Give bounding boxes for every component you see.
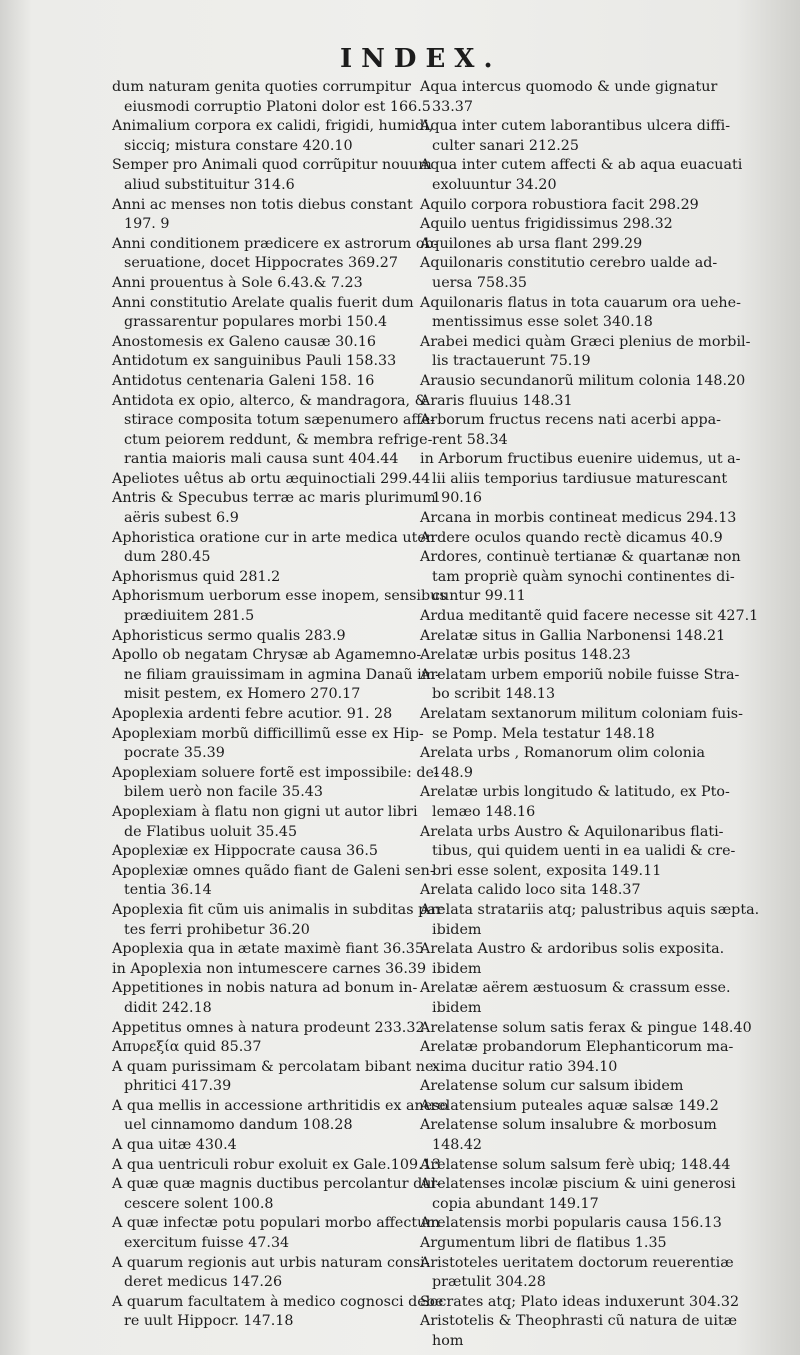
index-entry	[420, 1019, 774, 1039]
index-entry	[420, 78, 774, 117]
index-entry-line: seruatione, docet Hippocrates 369.27	[124, 255, 398, 272]
index-entry	[112, 764, 439, 803]
index-entry	[420, 117, 774, 156]
index-entry-line: Apeliotes uêtus ab ortu æquinoctiali 299.44	[112, 470, 431, 487]
index-entry-line: Appetitiones in nobis natura ad bonum in-	[112, 980, 418, 997]
index-entry	[420, 705, 774, 744]
index-entry	[112, 372, 414, 392]
index-entry	[112, 1254, 430, 1293]
index-entry	[112, 392, 435, 470]
index-entry-line: bo scribit 148.13	[432, 686, 556, 703]
index-entry-line: aëris subest 6.9	[124, 510, 239, 527]
index-entry	[420, 392, 774, 412]
index-entry-line: ibidem	[432, 921, 482, 938]
index-entry-line: Ardores, continuè tertianæ & quartanæ non	[420, 549, 741, 566]
index-entry-line: Apoplexiam à flatu non gigni ut autor libri	[112, 803, 418, 820]
index-entry-line: tentia 36.14	[124, 882, 212, 899]
index-entry-line: rent 58.34	[432, 431, 508, 448]
index-entry-line: prædiuitem 281.5	[124, 608, 255, 625]
index-entry-line: Arelata Austro & ardoribus solis exposita.	[420, 941, 725, 958]
index-entry	[420, 940, 774, 979]
index-entry-line: Arelata stratariis atq; palustribus aquis sæpta.	[420, 901, 760, 918]
index-entry	[112, 587, 447, 626]
index-entry-line: Arelatense solum satis ferax & pingue 148.40	[420, 1019, 752, 1036]
index-entry	[112, 156, 432, 195]
index-entry	[112, 352, 414, 372]
index-entry-line: Aphoristicus sermo qualis 283.9	[112, 627, 346, 644]
index-entry-line: Arelata calido loco sita 148.37	[420, 882, 641, 899]
index-entry	[420, 1312, 774, 1351]
index-entry	[420, 196, 774, 216]
index-entry-line: Arelata urbs Austro & Aquilonaribus flati-	[420, 823, 724, 840]
index-entry	[420, 411, 774, 450]
index-entry-line: 148.9	[432, 764, 473, 781]
index-entry	[112, 568, 414, 588]
index-entry-line: cuntur 99.11	[432, 588, 526, 605]
index-entry-line: misit pestem, ex Homero 270.17	[124, 686, 361, 703]
index-entry	[112, 1136, 414, 1156]
index-entry	[112, 842, 414, 862]
index-entry-line: 148.42	[432, 1137, 483, 1154]
index-entry-line: eiusmodi corruptio Platoni dolor est 166.5	[124, 98, 431, 115]
index-entry-line: Arelatensium puteales aquæ salsæ 149.2	[420, 1097, 719, 1114]
index-entry-line: Arcana in morbis contineat medicus 294.13	[420, 510, 737, 527]
index-entry	[112, 1019, 425, 1039]
index-entry-line: se Pomp. Mela testatur 148.18	[432, 725, 655, 742]
index-entry	[420, 372, 774, 392]
index-entry-line: Apollo ob negatam Chrysæ ab Agamemno-	[112, 647, 422, 664]
index-entry	[420, 1214, 774, 1234]
index-entry-line: prætulit 304.28	[432, 1274, 546, 1291]
index-entry-line: tam propriè quàm synochi continentes di-	[432, 568, 735, 585]
index-entry-line: A quam purissimam & percolatam bibant ne-	[112, 1058, 439, 1075]
index-entry-line: A quæ infectæ potu populari morbo affectum	[112, 1215, 440, 1232]
index-entry-line: Antidotus centenaria Galeni 158. 16	[112, 372, 375, 389]
index-entry-line: Arelatensis morbi popularis causa 156.13	[420, 1215, 722, 1232]
index-entry	[112, 529, 435, 568]
index-entry-line: Aristotelis & Theophrasti cũ natura de uitæ	[420, 1313, 738, 1330]
index-entry-line: Aphorismus quid 281.2	[112, 568, 281, 585]
index-entry-line: Anni prouentus à Sole 6.43.& 7.23	[112, 274, 363, 291]
index-entry	[420, 901, 774, 940]
index-entry-line: Ardere oculos quando rectè dicamus 40.9	[420, 529, 723, 546]
index-entry-line: cescere solent 100.8	[124, 1195, 274, 1212]
index-entry-line: Arborum fructus recens nati acerbi appa-	[420, 412, 721, 429]
index-entry	[112, 1038, 414, 1058]
index-entry-line: Arausio secundanorũ militum colonia 148.20	[420, 372, 746, 389]
index-entry-line: A quæ quæ magnis ductibus percolantur dul-	[112, 1176, 441, 1193]
index-entry-line: Arabei medici quàm Græci plenius de morbil-	[420, 333, 751, 350]
index-entry	[420, 1293, 774, 1313]
index-entry	[420, 627, 774, 647]
index-entry-line: Απυρεξία quid 85.37	[112, 1039, 262, 1056]
index-entry-line: Arelatam sextanorum militum coloniam fuis-	[420, 706, 743, 722]
index-entry-line: aliud substituitur 314.6	[124, 176, 295, 193]
index-entry-line: Aquilonaris constitutio cerebro ualde ad-	[420, 255, 718, 272]
index-entry-line: deret medicus 147.26	[124, 1274, 283, 1291]
index-entry-line: tibus, qui quidem uenti in ea ualidi & cre-	[432, 843, 736, 860]
index-entry	[420, 1175, 774, 1214]
index-entry-line: 190.16	[432, 490, 483, 507]
index-entry	[420, 215, 774, 235]
index-entry	[112, 646, 441, 705]
index-entry	[112, 117, 434, 156]
index-entry-line: Arelatense solum insalubre & morbosum	[420, 1117, 717, 1134]
index-entry-line: exoluuntur 34.20	[432, 176, 557, 193]
index-entry-line: de Flatibus uoluit 35.45	[124, 823, 298, 840]
index-entry-line: xima ducitur ratio 394.10	[432, 1058, 618, 1075]
index-entry	[112, 803, 418, 842]
index-entry-line: sicciq; mistura constare 420.10	[124, 137, 353, 154]
index-entry	[420, 294, 774, 333]
index-entry-line: Socrates atq; Plato ideas induxerunt 304.32	[420, 1293, 740, 1310]
index-entry-line: Apoplexia ardenti febre acutior. 91. 28	[112, 706, 393, 722]
index-entry-line: mentissimus esse solet 340.18	[432, 314, 653, 331]
index-entry-line: stirace composita totum sæpenumero affe-	[124, 412, 435, 429]
index-entry	[420, 548, 774, 607]
index-entry	[420, 881, 774, 901]
index-entry-line: copia abundant 149.17	[432, 1195, 599, 1212]
index-entry-line: ibidem	[432, 960, 482, 977]
index-entry-line: Antris & Specubus terræ ac maris plurimum	[112, 490, 436, 507]
index-entry-line: Anni ac menses non totis diebus constant	[112, 196, 413, 213]
index-entry	[420, 823, 774, 882]
index-entry-line: Arelatam urbem emporiũ nobile fuisse Stra-	[420, 666, 740, 683]
index-entry-line: Antidotum ex sanguinibus Pauli 158.33	[112, 353, 397, 370]
index-entry	[420, 1097, 774, 1117]
index-entry	[112, 1097, 449, 1136]
index-entry-line: Aquilonaris flatus in tota cauarum ora uehe-	[420, 294, 741, 311]
index-entry-line: in Apoplexia non intumescere carnes 36.39	[112, 960, 427, 977]
index-entry-line: Anni conditionem prædicere ex astrorum ob-	[112, 235, 439, 252]
index-entry	[112, 979, 418, 1018]
index-entry-line: Arelata urbs , Romanorum olim colonia	[420, 745, 706, 762]
index-entry-line: Aquilones ab ursa flant 299.29	[420, 235, 643, 252]
index-entry	[112, 333, 414, 353]
index-entry	[112, 294, 414, 333]
index-entry-line: Arelatense solum cur salsum ibidem	[420, 1078, 684, 1095]
index-entry	[112, 1175, 441, 1214]
index-entry	[112, 705, 414, 725]
index-entry	[112, 489, 436, 528]
index-entry-line: lemæo 148.16	[432, 803, 536, 820]
index-entry	[420, 979, 774, 1018]
index-entry-line: tes ferri prohibetur 36.20	[124, 921, 310, 938]
index-entry-line: Arelatæ probandorum Elephanticorum ma-	[420, 1039, 734, 1056]
index-entry-line: culter sanari 212.25	[432, 137, 579, 154]
index-entry-line: Anni constitutio Arelate qualis fuerit dum	[112, 294, 414, 311]
index-entry	[112, 274, 414, 294]
index-entry	[420, 666, 774, 705]
index-entry	[112, 1214, 440, 1253]
index-entry-line: re uult Hippocr. 147.18	[124, 1313, 294, 1330]
index-entry	[420, 1038, 774, 1077]
index-entry-line: A qua mellis in accessione arthritidis ex aneso	[112, 1097, 449, 1114]
index-entry-line: Apoplexiæ omnes quãdo fiant de Galeni sen-	[112, 862, 435, 879]
index-entry	[112, 470, 431, 490]
index-entry	[420, 646, 774, 666]
index-entry	[420, 607, 774, 627]
index-entry	[112, 1058, 439, 1097]
index-entry	[420, 156, 774, 195]
index-entry	[420, 235, 774, 255]
index-entry-line: 197. 9	[124, 216, 170, 233]
index-entry-line: Aqua intercus quomodo & unde gignatur	[420, 79, 718, 95]
index-entry-line: Apoplexia fit cũm uis animalis in subditas par	[112, 901, 443, 918]
index-entry-line: uel cinnamomo dandum 108.28	[124, 1117, 353, 1134]
index-entry	[420, 529, 774, 549]
index-column-right	[420, 78, 774, 1352]
index-entry	[420, 254, 774, 293]
index-entry-line: Arelatæ urbis positus 148.23	[420, 647, 631, 664]
index-entry-line: exercitum fuisse 47.34	[124, 1235, 290, 1252]
index-entry-line: Apoplexia qua in ætate maximè fiant 36.35	[112, 941, 424, 958]
index-entry-line: rantia maioris mali causa sunt 404.44	[124, 451, 399, 468]
index-entry	[112, 901, 443, 940]
index-entry	[112, 235, 439, 274]
index-entry	[112, 1293, 444, 1332]
index-entry-line: Ardua meditantẽ quid facere necesse sit 427.1	[420, 608, 759, 625]
index-entry	[112, 627, 414, 647]
index-entry-line: pocrate 35.39	[124, 745, 225, 762]
page-header: INDEX.	[340, 44, 502, 74]
index-entry-line: dum 280.45	[124, 549, 211, 566]
index-entry-line: hom	[432, 1333, 464, 1349]
index-entry-line: Aqua inter cutem laborantibus ulcera diffi-	[420, 118, 731, 135]
index-entry	[420, 1254, 774, 1293]
index-entry	[112, 940, 424, 960]
index-entry-line: Aristoteles ueritatem doctorum reuerentiæ	[420, 1254, 734, 1271]
index-entry-line: ne filiam grauissimam in agmina Danaũ im-	[124, 666, 441, 683]
index-entry-line: bri esse solent, exposita 149.11	[432, 862, 662, 879]
index-entry-line: Aquilo uentus frigidissimus 298.32	[420, 216, 673, 233]
index-entry-line: Semper pro Animali quod corrũpitur nouum	[112, 157, 432, 174]
index-entry-line: A qua uitæ 430.4	[112, 1137, 237, 1154]
index-entry-line: Arelatæ situs in Gallia Narbonensi 148.21	[420, 627, 726, 644]
index-entry	[112, 196, 414, 235]
index-entry-line: Argumentum libri de flatibus 1.35	[420, 1235, 667, 1252]
index-entry-line: A quarum regionis aut urbis naturam consi-	[112, 1254, 430, 1271]
index-entry-line: Aqua inter cutem affecti & ab aqua euacuati	[420, 157, 743, 174]
index-entry-line: Animalium corpora ex calidi, frigidi, humidi,	[112, 118, 434, 135]
index-entry	[112, 725, 424, 764]
index-entry-line: Aquilo corpora robustiora facit 298.29	[420, 196, 699, 213]
index-entry	[420, 1234, 774, 1254]
index-entry-line: lis tractauerunt 75.19	[432, 353, 591, 370]
index-entry	[420, 783, 774, 822]
index-entry-line: Aphorismum uerborum esse inopem, sensibus	[112, 588, 447, 605]
index-entry	[112, 78, 431, 117]
index-entry-line: Appetitus omnes à natura prodeunt 233.32	[112, 1019, 425, 1036]
index-entry-line: Apoplexiæ ex Hippocrate causa 36.5	[112, 843, 379, 860]
index-entry-line: A quarum facultatem à medico cognosci debe	[112, 1293, 444, 1310]
index-entry-line: didit 242.18	[124, 999, 212, 1016]
index-entry-line: Aphoristica oratione cur in arte medica uten	[112, 529, 435, 546]
index-entry-line: bilem uerò non facile 35.43	[124, 784, 323, 801]
index-entry	[420, 1116, 774, 1155]
index-entry-line: Apoplexiam morbũ difficillimũ esse ex Hip-	[112, 725, 424, 742]
index-entry-line: lii aliis temporius tardiusue maturescant	[432, 470, 728, 487]
index-entry	[420, 450, 774, 509]
index-entry-line: uersa 758.35	[432, 274, 527, 291]
index-entry-line: grassarentur populares morbi 150.4	[124, 314, 388, 331]
index-entry-line: Antidota ex opio, alterco, & mandragora, &	[112, 392, 428, 409]
index-entry-line: Arelatæ urbis longitudo & latitudo, ex Pto-	[420, 784, 730, 801]
index-entry	[112, 960, 427, 980]
index-column-left	[112, 78, 449, 1332]
index-entry-line: Anostomesis ex Galeno causæ 30.16	[112, 333, 377, 350]
index-entry-line: 33.37	[432, 98, 473, 115]
index-entry-line: dum naturam genita quoties corrumpitur	[112, 79, 411, 95]
index-entry-line: Apoplexiam soluere fortẽ est impossibile: de-	[112, 764, 439, 781]
index-entry	[420, 333, 774, 372]
index-entry	[112, 862, 435, 901]
index-entry-line: Arelatense solum salsum ferè ubiq; 148.44	[420, 1156, 731, 1173]
index-entry-line: phritici 417.39	[124, 1078, 232, 1095]
index-entry	[420, 1077, 774, 1097]
index-entry	[420, 744, 774, 783]
index-entry-line: ctum peiorem reddunt, & membra refrige-	[124, 431, 433, 448]
index-entry	[420, 1156, 774, 1176]
index-entry	[112, 1156, 441, 1176]
index-entry-line: ibidem	[432, 999, 482, 1016]
index-entry-line: A qua uentriculi robur exoluit ex Gale.109.13	[112, 1156, 441, 1173]
index-entry-line: Arelatenses incolæ piscium & uini generosi	[420, 1176, 736, 1193]
index-entry-line: Arelatæ aërem æstuosum & crassum esse.	[420, 980, 731, 997]
index-entry	[420, 509, 774, 529]
index-entry-line: Araris fluuius 148.31	[420, 392, 573, 409]
index-entry-line: in Arborum fructibus euenire uidemus, ut a-	[420, 451, 741, 468]
